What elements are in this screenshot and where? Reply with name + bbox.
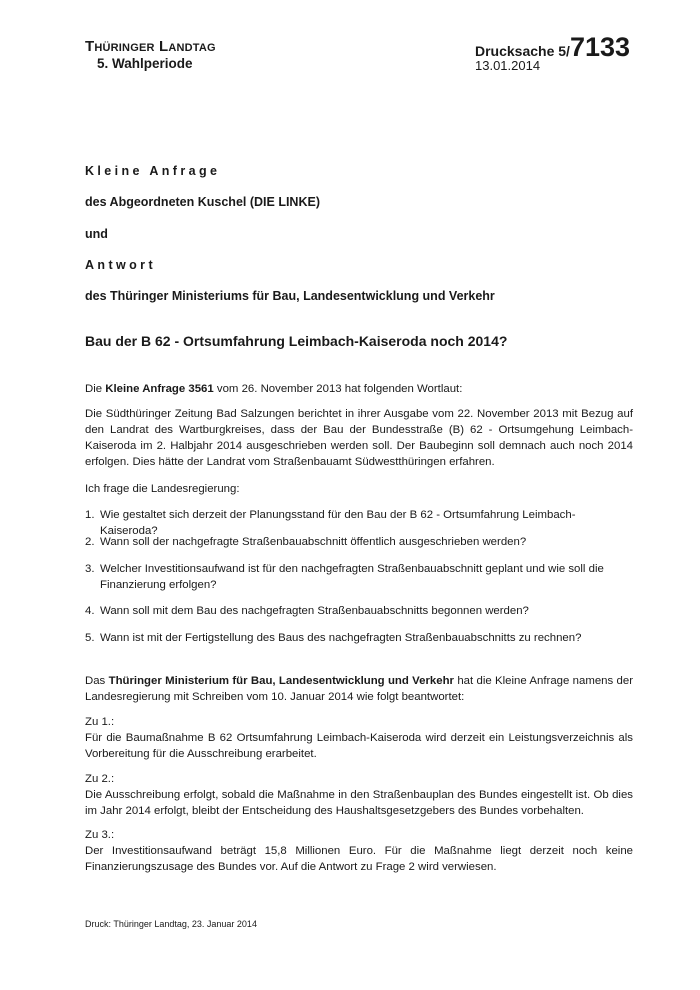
question-number: 3. <box>85 563 95 575</box>
answer-text: Die Ausschreibung erfolgt, sobald die Maßnahme in den Straßenbauplan des Bundes eingestellt ist. Ob dies im Jahr 2014 erfolgt, bleibt der Entscheidung des Haushaltsgesetzgebers des Bundes vorbehalten. <box>85 789 633 817</box>
answer-intro-pre: Das <box>85 675 109 687</box>
answer-intro-post: hat die Kleine Anfrage namens der Landesregierung mit Schreiben vom 10. Januar 2014 wie folgt beantwortet: <box>85 675 633 703</box>
drucksache-label: Drucksache 5/ <box>475 43 570 59</box>
question-number: 2. <box>85 536 95 548</box>
heading-antwort: Antwort <box>85 258 157 272</box>
question-item <box>85 630 633 646</box>
heading-deputy: des Abgeordneten Kuschel (DIE LINKE) <box>85 195 320 209</box>
answer-label: Zu 3.: <box>85 829 115 841</box>
answer-text: Für die Baumaßnahme B 62 Ortsumfahrung Leimbach-Kaiseroda wird derzeit ein Leistungsverzeichnis als Vorbereitung für die Ausschreibung erarbeitet. <box>85 732 633 760</box>
document-date: 13.01.2014 <box>475 58 541 73</box>
answer-label: Zu 1.: <box>85 716 115 728</box>
intro-pre: Die <box>85 383 106 395</box>
question-text: Wie gestaltet sich derzeit der Planungsstand für den Bau der B 62 - Ortsumfahrung Leimbach-Kaiseroda? <box>100 509 576 537</box>
intro-post: vom 26. November 2013 hat folgenden Wortlaut: <box>213 383 463 395</box>
election-period: 5. Wahlperiode <box>97 56 193 71</box>
drucksache-row <box>475 34 630 61</box>
question-text: Wann soll der nachgefragte Straßenbauabschnitt öffentlich ausgeschrieben werden? <box>100 536 527 548</box>
question-text: Welcher Investitionsaufwand ist für den nachgefragten Straßenbauabschnitt geplant und wie soll die Finanzierung erfolgen? <box>100 563 604 591</box>
drucksache-number: 7133 <box>569 32 631 62</box>
answer-block <box>85 714 633 762</box>
question-item <box>85 561 633 593</box>
paragraph-context: Die Südthüringer Zeitung Bad Salzungen berichtet in ihrer Ausgabe vom 22. November 2013 mit Bezug auf den Landrat des Wartburgkreises, dass der Bau der Bundesstraße (B) 62 - Ortsumgehung Leimbach-Kaiseroda im 2. Halbjahr 2014 ausgeschrieben werden soll. Der Baubeginn soll demnach auch noch 2014 erfolgen. Dies hätte der Landrat vom Straßenbauamt Südwestthüringen erfahren. <box>85 408 633 468</box>
answer-block <box>85 771 633 819</box>
document-header-right <box>475 34 630 73</box>
question-text: Wann ist mit der Fertigstellung des Baus des nachgefragten Straßenbauabschnitts zu rechnen? <box>100 632 582 644</box>
answer-intro <box>85 673 633 705</box>
answer-intro-ministry: Thüringer Ministerium für Bau, Landesentwicklung und Verkehr <box>108 675 454 687</box>
answer-block <box>85 827 633 875</box>
question-item <box>85 534 633 550</box>
question-number: 5. <box>85 632 95 644</box>
question-number: 4. <box>85 605 95 617</box>
intro-bold: Kleine Anfrage 3561 <box>105 383 214 395</box>
ask-line: Ich frage die Landesregierung: <box>85 483 240 495</box>
answer-text: Der Investitionsaufwand beträgt 15,8 Millionen Euro. Für die Maßnahme liegt derzeit noch keine Finanzierungszusage des Bundes vor. Auf die Antwort zu Frage 2 wird verwiesen. <box>85 845 633 873</box>
heading-kleine-anfrage: Kleine Anfrage <box>85 164 221 178</box>
parliament-name: Thüringer Landtag <box>85 38 216 55</box>
answer-label: Zu 2.: <box>85 773 115 785</box>
intro-line <box>85 381 633 397</box>
document-title: Bau der B 62 - Ortsumfahrung Leimbach-Kaiseroda noch 2014? <box>85 333 508 349</box>
question-number: 1. <box>85 509 95 521</box>
question-text: Wann soll mit dem Bau des nachgefragten Straßenbauabschnitts begonnen werden? <box>100 605 529 617</box>
print-footer: Druck: Thüringer Landtag, 23. Januar 2014 <box>85 919 257 929</box>
document-header-left <box>85 38 216 71</box>
question-item <box>85 603 633 619</box>
heading-und: und <box>85 227 108 241</box>
heading-ministry: des Thüringer Ministeriums für Bau, Landesentwicklung und Verkehr <box>85 289 495 303</box>
